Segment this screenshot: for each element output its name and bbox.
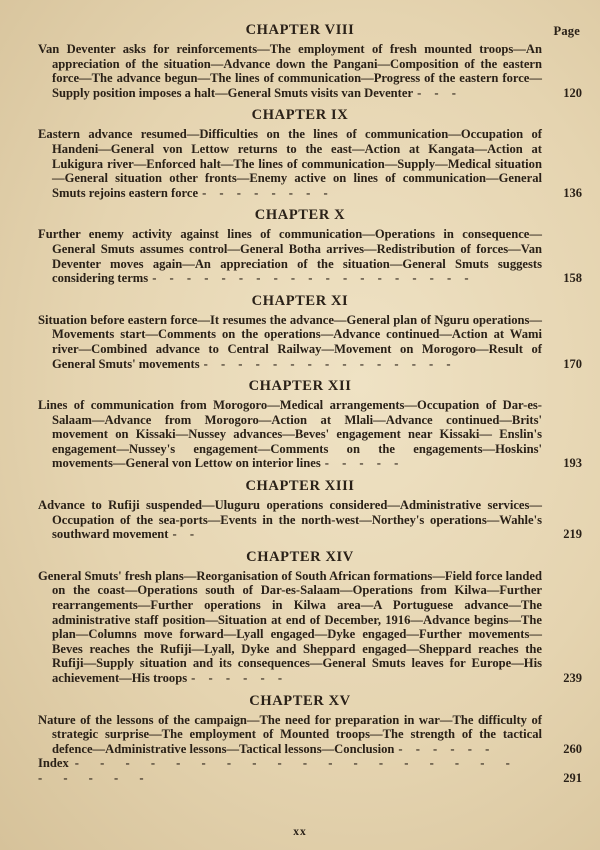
summary-text: Advance to Rufiji suspended—Uluguru operations considered—Administrative services—Occupation of the sea-ports—Events in the north-west—Northey's operations—Wahle's southward movement <box>38 498 542 542</box>
summary-text: Situation before eastern force—It resumes the advance—General plan of Nguru operations—Movements start—Comments on the operations—Advance continued—Action at Wami river—Combined advance to Central Railway—Movement on Morogoro—Result of General Smuts' movements <box>38 312 542 371</box>
chapter-xi <box>38 293 582 371</box>
chapter-title: CHAPTER XII <box>248 378 352 395</box>
leader-dots: - - - - - - - - - - - - - - - - - - - <box>152 271 474 286</box>
page-number: 291 <box>563 770 582 785</box>
summary-text: General Smuts' fresh plans—Reorganisation of South African formations—Field force landed on the coast—Operations south of Dar-es-Salaam—Operations from Kilwa—Further rearrangements—Further operations in Kilwa area—A Portuguese advance—The administrative staff position—Situation at end of December, 1916—Advance begins—The plan—Columns move forward—Lyall engaged—Dyke engaged—Further movements—Beves reaches the Rufiji—Lyall, Dyke and Sheppard engaged—Sheppard reaches the Rufiji—Supply situation and its consequences—General Smuts leaves for Europe—His achievement—His troops <box>38 568 542 685</box>
chapter-summary <box>38 42 582 100</box>
page-number: 170 <box>563 356 582 371</box>
page-number: 158 <box>563 271 582 286</box>
chapter-title: CHAPTER IX <box>251 107 349 124</box>
summary-text: Nature of the lessons of the campaign—The need for preparation in war—The difficulty of strategic surprise—The employment of Mounted troops—The strength of the tactical defence—Administrative lessons—Tactical lessons—Conclusion <box>38 712 542 756</box>
page-column-label: Page <box>553 24 580 38</box>
summary-text: Eastern advance resumed—Difficulties on the lines of communication—Occupation of Handeni—General von Lettow returns to the east—Action at Kangata—Action at Lukigura river—Enforced halt—The lines of communication—Supply—Medical situation—General situation other fronts—Enemy active on lines of communication—General Smuts rejoins eastern force <box>38 127 542 200</box>
chapter-summary <box>38 498 582 542</box>
leader-dots: - - - - - <box>324 456 404 471</box>
index-entry <box>38 756 582 785</box>
leader-dots: - - - - - - <box>191 671 288 685</box>
chapter-xiii <box>38 478 582 542</box>
chapter-title: CHAPTER XIV <box>246 548 354 565</box>
page-number: 120 <box>563 85 582 100</box>
chapter-summary <box>38 227 582 285</box>
chapter-x <box>38 207 582 285</box>
chapter-summary <box>38 713 582 757</box>
page-number: 193 <box>563 456 582 471</box>
leader-dots: - - - - - - <box>398 741 495 756</box>
page-number: 260 <box>563 741 582 756</box>
chapter-title: CHAPTER X <box>254 207 346 224</box>
chapter-xv <box>38 693 582 757</box>
chapter-summary <box>38 569 582 686</box>
chapter-title: CHAPTER XV <box>249 692 351 709</box>
chapter-title: CHAPTER XIII <box>245 478 355 495</box>
index-label: Index <box>38 756 69 771</box>
chapter-xiv <box>38 549 582 686</box>
summary-text: Lines of communication from Morogoro—Medical arrangements—Occupation of Dar-es-Salaam—Advance from Morogoro—Action at Mlali—Advance continued—Brits' movement on Kissaki—Nussey advances—Beves' engagement near Kissaki— Enslin's engagement—Nussey's engagement—Comments on the engagements—Hoskins' movements—General von Lettow on interior lines <box>38 398 542 471</box>
chapter-title: CHAPTER XI <box>251 292 349 309</box>
leader-dots: - - - - - - - - - - - - - - - - - - - - - - - <box>38 756 519 785</box>
leader-dots: - - - - - - - - <box>202 185 333 200</box>
page-number: 239 <box>563 671 582 685</box>
leader-dots: - - <box>172 527 200 542</box>
chapter-title: CHAPTER VIII <box>245 22 355 38</box>
chapter-summary <box>38 398 582 471</box>
leader-dots: - - - - - - - - - - - - - - - <box>203 356 456 371</box>
chapter-ix <box>38 107 582 200</box>
folio-number: xx <box>293 826 307 838</box>
chapter-summary <box>38 127 582 200</box>
chapter-summary <box>38 313 582 371</box>
chapter-xii <box>38 378 582 471</box>
leader-dots: - - - <box>417 85 461 100</box>
summary-text: Van Deventer asks for reinforcements—The employment of fresh mounted troops—An appreciation of the situation—Advance down the Pangani—Composition of the eastern force—The advance begun—The lines of communication—Progress of the eastern force—Supply position imposes a halt—General Smuts visits van Deventer <box>38 42 542 100</box>
page-number: 219 <box>563 527 582 542</box>
summary-text: Further enemy activity against lines of communication—Operations in consequence—General Smuts assumes control—General Botha arrives—Redistribution of forces—Van Deventer moves again—An appreciation of the situation—General Smuts suggests considering terms <box>38 227 542 286</box>
chapter-viii <box>38 22 582 100</box>
page-number: 136 <box>563 185 582 200</box>
